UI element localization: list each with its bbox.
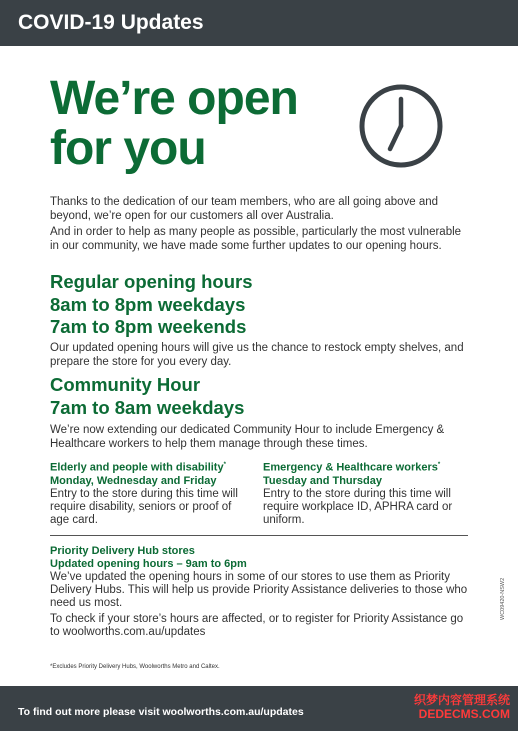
community-hour-body: We’re now extending our dedicated Community Hour to include Emergency & Healthcare workers to help them manage through these times. [50, 424, 445, 450]
watermark-line-2: DEDECMS.COM [418, 707, 510, 721]
footer-message [18, 706, 304, 718]
priority-paragraph-1: We’ve updated the opening hours in some of our stores to use them as Priority Delivery Hubs. This will help us provide Priority Assistance deliveries to those who need us most. [50, 571, 468, 609]
priority-heading: Priority Delivery Hub stores [50, 545, 195, 557]
regular-hours-weekends: 7am to 8pm weekends [50, 316, 247, 337]
priority-section [50, 545, 468, 639]
elderly-column [50, 459, 250, 527]
footnote: *Excludes Priority Delivery Hubs, Woolworths Metro and Caltex. [50, 664, 220, 670]
document-code: WC09420-NSW2 [500, 577, 506, 620]
intro-paragraph-2: And in order to help as many people as possible, particularly the most vulnerable in our community, we have made some further updates to our opening hours. [50, 226, 462, 252]
page-title: COVID-19 Updates [18, 11, 204, 34]
hero-line-1: We’re open [50, 72, 298, 125]
watermark-line-1: 织梦内容管理系统 [413, 693, 510, 707]
elderly-body: Entry to the store during this time will require disability, seniors or proof of age card. [50, 487, 238, 526]
header-bar [0, 0, 518, 46]
hero-headline [50, 74, 298, 174]
section-divider [50, 535, 468, 536]
community-hour-title: Community Hour [50, 374, 201, 395]
regular-hours-title: Regular opening hours [50, 271, 253, 292]
emergency-heading-text: Emergency & Healthcare workers [263, 461, 438, 474]
community-hour-time: 7am to 8am weekdays [50, 396, 245, 418]
intro-paragraph-1: Thanks to the dedication of our team members, who are all going above and beyond, we’re open for our customers all over Australia. [50, 196, 439, 222]
elderly-footnote-mark: * [223, 462, 226, 468]
emergency-body: Entry to the store during this time will require workplace ID, APHRA card or uniform. [263, 487, 453, 526]
watermark [414, 693, 510, 721]
regular-hours-heading [50, 271, 252, 339]
emergency-column [263, 459, 468, 527]
emergency-heading [263, 459, 468, 475]
footer-link[interactable]: woolworths.com.au/updates [162, 706, 304, 718]
regular-hours-weekdays: 8am to 8pm weekdays [50, 293, 246, 315]
regular-hours-body: Our updated opening hours will give us the chance to restock empty shelves, and prepare the store for you every day. [50, 342, 464, 368]
elderly-heading-text: Elderly and people with disability [50, 461, 224, 474]
emergency-footnote-mark: * [437, 462, 441, 468]
priority-paragraph-2: To check if your store’s hours are affected, or to register for Priority Assistance go to woolworths.com.au/updates [50, 613, 464, 638]
footer-lead-text: To find out more please visit [18, 706, 163, 718]
elderly-heading [50, 459, 250, 475]
priority-hours: Updated opening hours – 9am to 6pm [50, 558, 247, 570]
community-hour-heading [50, 374, 244, 419]
elderly-days: Monday, Wednesday and Friday [50, 474, 217, 487]
emergency-days: Tuesday and Thursday [263, 474, 382, 487]
clock-icon [358, 83, 444, 169]
hero-line-2: for you [50, 122, 206, 175]
